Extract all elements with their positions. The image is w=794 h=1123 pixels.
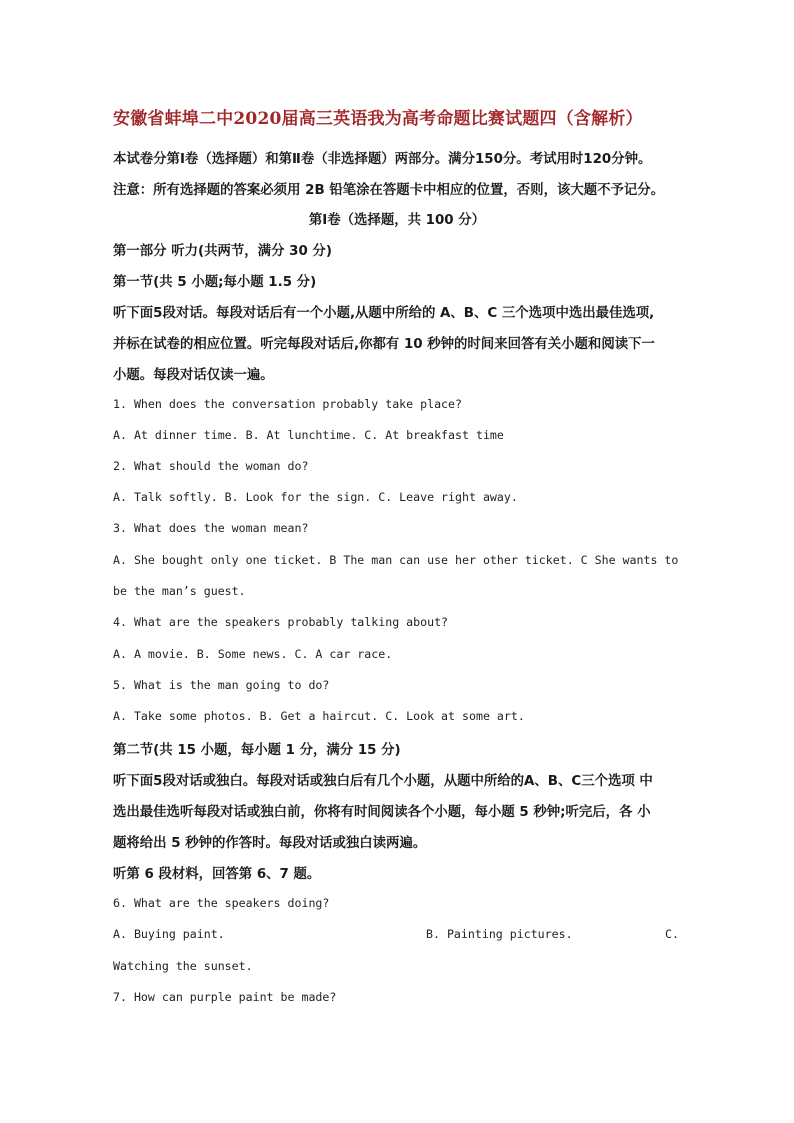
section1-heading: 第一节(共 5 小题;每小题 1.5 分) [113,275,317,290]
part1-heading: 第一部分 听力(共两节，满分 30 分) [113,244,332,259]
intro-text: 本试卷分第Ⅰ卷（选择题）和第Ⅱ卷（非选择题）两部分。满分150分。考试用时120分钟。 [113,152,652,167]
option-c: C. [665,927,679,941]
instruction-line: 选出最佳选听每段对话或独白前，你将有时间阅读各个小题，每小题 5 秒钟;听完后，各 小 [113,805,651,820]
option-b: B. Painting pictures. [426,927,573,941]
option-a: A. Buying paint. [113,927,225,941]
instruction-line: 听下面5段对话或独白。每段对话或独白后有几个小题，从题中所给的A、B、C三个选项 中 [113,774,653,789]
question-4: 4. What are the speakers probably talking about? [113,615,449,629]
answer-options-5: A. Take some photos. B. Get a haircut. C. Look at some art. [113,709,525,723]
answer-options-1: A. At dinner time. B. At lunchtime. C. At breakfast time [113,428,504,442]
instruction-line: 小题。每段对话仅读一遍。 [113,368,274,383]
volume-heading: 第Ⅰ卷（选择题，共 100 分） [308,213,486,228]
notice-text: 注意：所有选择题的答案必须用 2B 铅笔涂在答题卡中相应的位置，否则，该大题不予记分。 [113,183,665,198]
answer-options-4: A. A movie. B. Some news. C. A car race. [113,647,393,661]
question-7: 7. How can purple paint be made? [113,990,337,1004]
instruction-line: 听下面5段对话。每段对话后有一个小题,从题中所给的 A、B、C 三个选项中选出最佳选项, [113,306,655,321]
question-5: 5. What is the man going to do? [113,678,330,692]
option-c-continued: Watching the sunset. [113,959,253,973]
section2-heading: 第二节(共 15 小题，每小题 1 分，满分 15 分) [113,743,401,758]
material-heading: 听第 6 段材料，回答第 6、7 题。 [113,867,321,882]
question-6: 6. What are the speakers doing? [113,896,330,910]
instruction-line: 并标在试卷的相应位置。听完每段对话后,你都有 10 秒钟的时间来回答有关小题和阅读下一 [113,337,655,352]
answer-options-2: A. Talk softly. B. Look for the sign. C. Leave right away. [113,490,518,504]
instruction-line: 题将给出 5 秒钟的作答时。每段对话或独白读两遍。 [113,836,427,851]
question-1: 1. When does the conversation probably take place? [113,397,463,411]
question-3: 3. What does the woman mean? [113,521,309,535]
answer-options-3-continued: be the man’s guest. [113,584,246,598]
question-2: 2. What should the woman do? [113,459,309,473]
document-title: 安徽省蚌埠二中2020届高三英语我为高考命题比赛试题四（含解析） [113,109,643,129]
answer-options-3: A. She bought only one ticket. B The man can use her other ticket. C She wants to [113,553,679,567]
